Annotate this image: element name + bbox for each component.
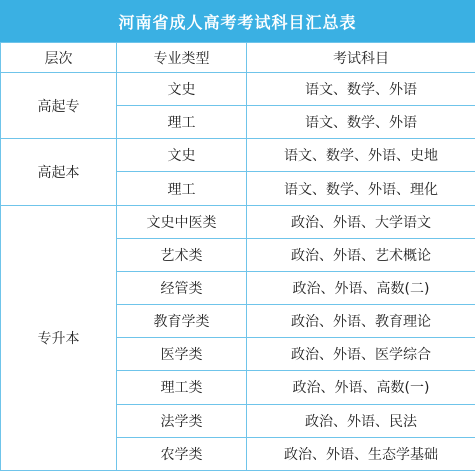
subjects-cell: 政治、外语、高数(一) bbox=[247, 371, 475, 404]
subjects-cell: 政治、外语、艺术概论 bbox=[247, 238, 475, 271]
major-cell: 经管类 bbox=[117, 271, 247, 304]
subjects-cell: 语文、数学、外语、理化 bbox=[247, 172, 475, 205]
major-cell: 艺术类 bbox=[117, 238, 247, 271]
subjects-cell: 政治、外语、大学语文 bbox=[247, 205, 475, 238]
table-row bbox=[1, 73, 475, 106]
subjects-cell: 政治、外语、生态学基础 bbox=[247, 437, 475, 470]
level-cell: 高起专 bbox=[1, 73, 117, 139]
subjects-cell: 语文、数学、外语 bbox=[247, 106, 475, 139]
table-body bbox=[1, 73, 475, 471]
header-major-type: 专业类型 bbox=[117, 43, 247, 73]
table-row bbox=[1, 205, 475, 238]
major-cell: 文史中医类 bbox=[117, 205, 247, 238]
level-cell: 高起本 bbox=[1, 139, 117, 205]
subjects-cell: 政治、外语、教育理论 bbox=[247, 305, 475, 338]
subjects-cell: 语文、数学、外语 bbox=[247, 73, 475, 106]
header-level: 层次 bbox=[1, 43, 117, 73]
major-cell: 理工 bbox=[117, 172, 247, 205]
exam-subjects-table bbox=[0, 42, 475, 471]
major-cell: 教育学类 bbox=[117, 305, 247, 338]
table-title: 河南省成人高考考试科目汇总表 bbox=[0, 0, 475, 42]
major-cell: 文史 bbox=[117, 139, 247, 172]
major-cell: 文史 bbox=[117, 73, 247, 106]
major-cell: 理工 bbox=[117, 106, 247, 139]
subjects-cell: 政治、外语、民法 bbox=[247, 404, 475, 437]
major-cell: 理工类 bbox=[117, 371, 247, 404]
subjects-cell: 语文、数学、外语、史地 bbox=[247, 139, 475, 172]
major-cell: 医学类 bbox=[117, 338, 247, 371]
header-row bbox=[1, 43, 475, 73]
major-cell: 法学类 bbox=[117, 404, 247, 437]
table-row bbox=[1, 139, 475, 172]
header-subjects: 考试科目 bbox=[247, 43, 475, 73]
level-cell: 专升本 bbox=[1, 205, 117, 470]
major-cell: 农学类 bbox=[117, 437, 247, 470]
subjects-cell: 政治、外语、高数(二) bbox=[247, 271, 475, 304]
subjects-cell: 政治、外语、医学综合 bbox=[247, 338, 475, 371]
